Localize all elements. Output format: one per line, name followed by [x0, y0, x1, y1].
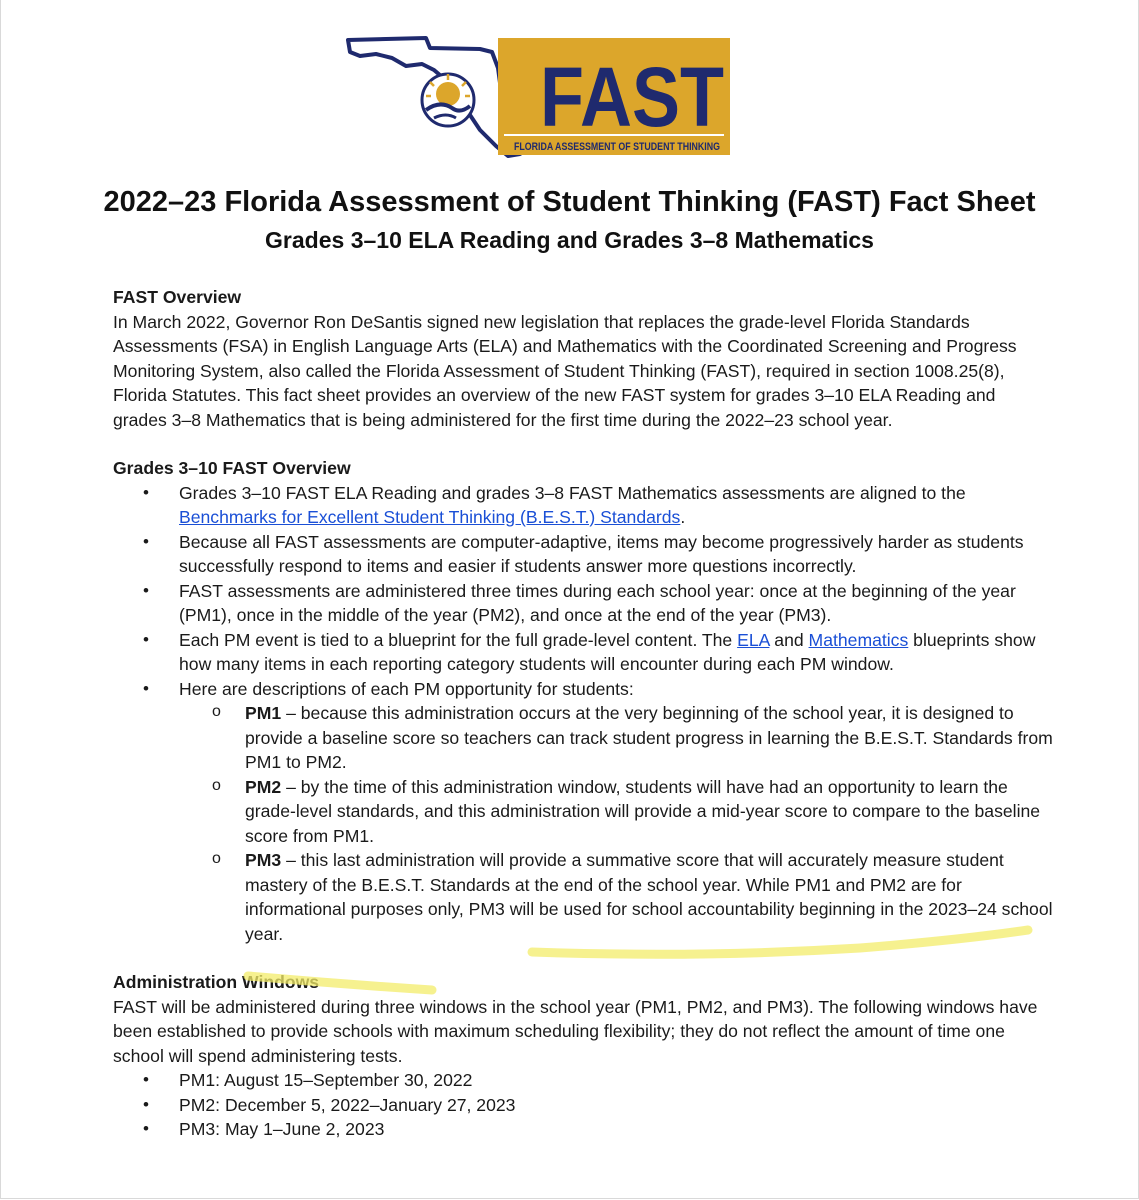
pm-descriptions-list	[179, 701, 1053, 946]
administration-windows-paragraph: FAST will be administered during three windows in the school year (PM1, PM2, and PM3). The following windows have been established to provide schools with maximum scheduling flexibility; they do not reflect the amount of time one school will spend administering tests.	[113, 996, 1038, 1066]
list-item: • Grades 3–10 FAST ELA Reading and grades 3–8 FAST Mathematics assessments are aligned to the Benchmarks for Excellent Student Thinking (B.E.S.T.) Standards.	[179, 481, 1053, 530]
window-pm1: • PM1: August 15–September 30, 2022	[179, 1068, 1053, 1093]
window-pm2: • PM2: December 5, 2022–January 27, 2023	[179, 1093, 1053, 1118]
list-item: • Each PM event is tied to a blueprint for the full grade-level content. The ELA and Mathematics blueprints show how many items in each reporting category students will encounter during each PM window.	[179, 628, 1053, 677]
list-item: • Here are descriptions of each PM opportunity for students: o PM1 – because this administration occurs at the very beginning of the school year, it is designed to provide a baseline score so teachers can track student progress in learning the B.E.S.T. Standards from PM1 to PM2. o PM2 – by the time of this administration window, students will have had an opportunity to learn the grade-level standards, and this administration will provide a mid-year score to compare to the baseline score from PM1. o PM3 – this last administration will provide a summative score that will accurately measure student mastery of the B.E.S.T. Standards at the end of the school year. While PM1 and PM2 are for informational purposes only, PM3 will be used for school accountability beginning in the 2023–24 school year.	[179, 677, 1053, 947]
administration-windows-list	[113, 1068, 1053, 1142]
fast-overview-paragraph: In March 2022, Governor Ron DeSantis signed new legislation that replaces the grade-level Florida Standards Assessments (FSA) in English Language Arts (ELA) and Mathematics with the Coordinated Screening and Progress Monitoring System, also called the Florida Assessment of Student Thinking (FAST), required in section 1008.25(8), Florida Statutes. This fact sheet provides an overview of the new FAST system for grades 3–10 ELA Reading and grades 3–8 Mathematics that is being administered for the first time during the 2022–23 school year.	[113, 311, 1017, 430]
grades-overview-heading: Grades 3–10 FAST Overview	[113, 458, 351, 478]
pm2-description: o PM2 – by the time of this administration window, students will have had an opportunity to learn the grade-level standards, and this administration will provide a mid-year score to compare to the baseline score from PM1.	[245, 775, 1053, 849]
sun-emblem-icon	[422, 74, 474, 126]
window-pm3: • PM3: May 1–June 2, 2023	[179, 1117, 1053, 1142]
logo-wordmark: FAST	[540, 50, 724, 144]
list-item: • Because all FAST assessments are computer-adaptive, items may become progressively harder as students successfully respond to items and easier if students answer more questions incorrectly.	[179, 530, 1053, 579]
logo-tagline: FLORIDA ASSESSMENT OF STUDENT THINKING	[514, 141, 720, 153]
fast-overview-heading: FAST Overview	[113, 287, 242, 307]
document-body	[113, 285, 1053, 1142]
administration-windows-heading: Administration Windows	[113, 972, 320, 992]
ela-blueprint-link[interactable]: ELA	[737, 629, 770, 650]
list-item: • FAST assessments are administered three times during each school year: once at the beginning of the year (PM1), once in the middle of the year (PM2), and once at the end of the year (PM3).	[179, 579, 1053, 628]
pm1-description: o PM1 – because this administration occurs at the very beginning of the school year, it is designed to provide a baseline score so teachers can track student progress in learning the B.E.S.T. Standards from PM1 to PM2.	[245, 701, 1053, 775]
pm3-description: o PM3 – this last administration will provide a summative score that will accurately measure student mastery of the B.E.S.T. Standards at the end of the school year. While PM1 and PM2 are for informational purposes only, PM3 will be used for school accountability beginning in the 2023–24 school year.	[245, 848, 1053, 946]
grades-overview-list	[113, 481, 1053, 947]
page-subtitle: Grades 3–10 ELA Reading and Grades 3–8 Mathematics	[265, 227, 874, 253]
mathematics-blueprint-link[interactable]: Mathematics	[808, 629, 909, 650]
fast-logo	[330, 8, 740, 158]
best-standards-link[interactable]: Benchmarks for Excellent Student Thinking (B.E.S.T.) Standards	[179, 507, 681, 527]
page-title: 2022–23 Florida Assessment of Student Thinking (FAST) Fact Sheet	[103, 186, 1036, 218]
